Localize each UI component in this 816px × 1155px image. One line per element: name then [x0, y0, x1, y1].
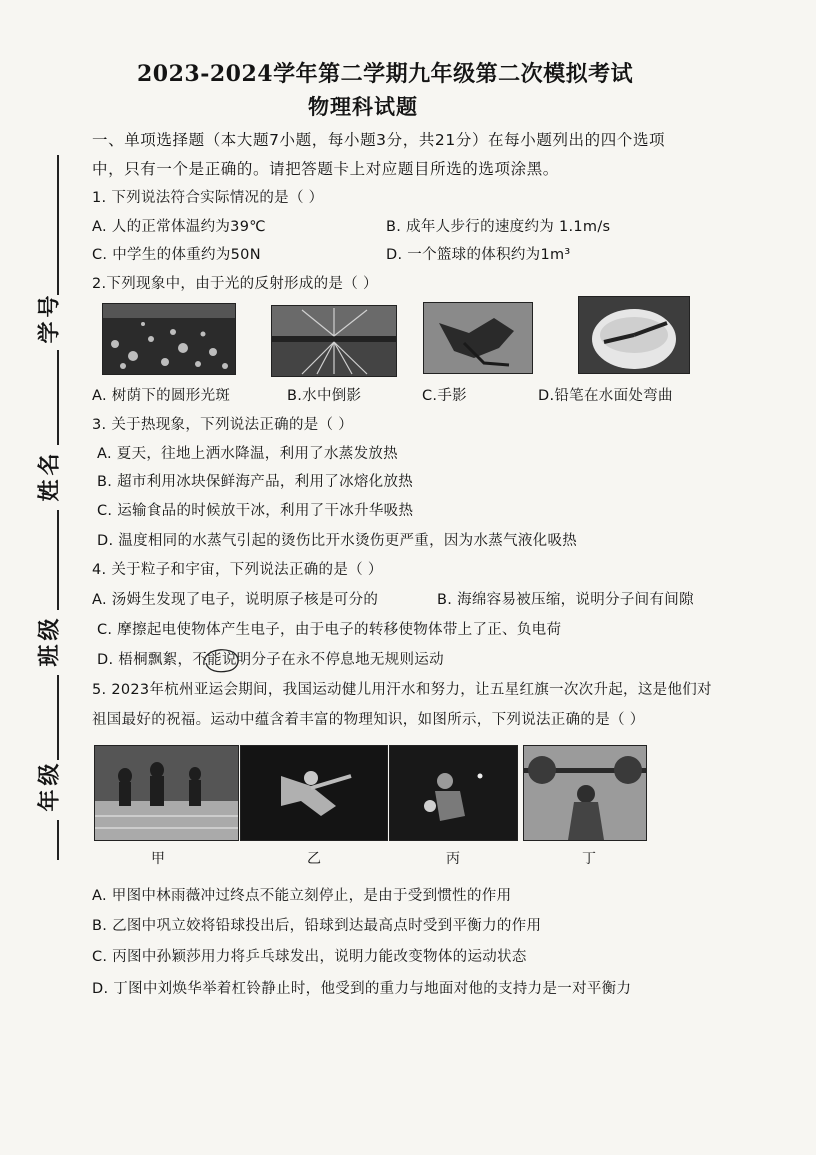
side-line-5 — [57, 820, 59, 860]
q5-option-c: C. 丙图中孙颖莎用力将乒乓球发出，说明力能改变物体的运动状态 — [92, 949, 527, 965]
q1-option-d: D. 一个篮球的体积约为1m³ — [386, 247, 571, 263]
side-line-3 — [57, 510, 59, 610]
side-label-xuehao: 学号 — [37, 291, 63, 344]
side-label-nianji: 年级 — [37, 759, 63, 812]
q5-option-d: D. 丁图中刘焕华举着杠铃静止时，他受到的重力与地面对他的支持力是一对平衡力 — [92, 981, 632, 997]
q2-option-b: B.水中倒影 — [287, 388, 362, 404]
handwritten-circle-mark — [198, 643, 248, 677]
q3-option-c: C. 运输食品的时候放干冰，利用了干冰升华吸热 — [97, 503, 414, 519]
q1-option-b: B. 成年人步行的速度约为 1.1m/s — [386, 219, 611, 235]
q5-caption-jia: 甲 — [151, 851, 165, 867]
q5-photo-bing-table-tennis — [389, 745, 518, 841]
q2-photo-pencil-in-water — [578, 296, 690, 374]
q4-option-b: B. 海绵容易被压缩，说明分子间有间隙 — [437, 592, 694, 608]
q2-photo-tree-shade — [102, 303, 236, 375]
q2-photo-water-reflection — [271, 305, 397, 377]
section-heading-line1: 一、单项选择题（本大题7小题，每小题3分，共21分）在每小题列出的四个选项 — [92, 131, 666, 149]
q3-stem: 3. 关于热现象，下列说法正确的是（ ） — [92, 417, 354, 433]
exam-subtitle: 物理科试题 — [308, 94, 418, 119]
q5-photo-ding-weightlifting — [523, 745, 647, 841]
q4-stem: 4. 关于粒子和宇宙，下列说法正确的是（ ） — [92, 562, 383, 578]
q2-photo-hand-shadow — [423, 302, 533, 374]
side-line-2 — [57, 350, 59, 445]
q2-option-c: C.手影 — [422, 388, 467, 404]
q4-option-a: A. 汤姆生发现了电子，说明原子核是可分的 — [92, 592, 379, 608]
q5-caption-yi: 乙 — [307, 851, 321, 867]
exam-title: 2023-2024学年第二学期九年级第二次模拟考试 — [137, 61, 634, 87]
q5-caption-ding: 丁 — [582, 851, 596, 867]
side-line-4 — [57, 675, 59, 760]
q5-caption-bing: 丙 — [446, 851, 460, 867]
q4-option-c: C. 摩擦起电使物体产生电子，由于电子的转移使物体带上了正、负电荷 — [97, 622, 562, 638]
q2-stem: 2.下列现象中，由于光的反射形成的是（ ） — [92, 276, 378, 292]
side-line-1 — [57, 155, 59, 295]
q2-option-a: A. 树荫下的圆形光斑 — [92, 388, 231, 404]
q1-option-c: C. 中学生的体重约为50N — [92, 247, 261, 263]
q3-option-d: D. 温度相同的水蒸气引起的烫伤比开水烫伤更严重，因为水蒸气液化吸热 — [97, 533, 578, 549]
q1-option-a: A. 人的正常体温约为39℃ — [92, 219, 266, 235]
q1-stem: 1. 下列说法符合实际情况的是（ ） — [92, 190, 324, 206]
side-label-xingming: 姓名 — [37, 449, 63, 502]
side-label-banji: 班级 — [37, 614, 63, 667]
q5-photo-yi-shot-put — [240, 745, 388, 841]
q2-option-d: D.铅笔在水面处弯曲 — [538, 388, 673, 404]
q3-option-a: A. 夏天，往地上洒水降温，利用了水蒸发放热 — [97, 446, 398, 462]
section-heading-line2: 中，只有一个是正确的。请把答题卡上对应题目所选的选项涂黑。 — [92, 160, 559, 178]
q5-option-a: A. 甲图中林雨薇冲过终点不能立刻停止，是由于受到惯性的作用 — [92, 888, 512, 904]
q3-option-b: B. 超市利用冰块保鲜海产品，利用了冰熔化放热 — [97, 474, 414, 490]
q5-stem-line1: 5. 2023年杭州亚运会期间，我国运动健儿用汗水和努力，让五星红旗一次次升起，这是他们对 — [92, 682, 712, 698]
q5-option-b: B. 乙图中巩立姣将铅球投出后，铅球到达最高点时受到平衡力的作用 — [92, 918, 542, 934]
q5-photo-jia-runners — [94, 745, 239, 841]
q4-option-d: D. 梧桐飘絮，不能说明分子在永不停息地无规则运动 — [97, 652, 444, 668]
q5-stem-line2: 祖国最好的祝福。运动中蕴含着丰富的物理知识，如图所示，下列说法正确的是（ ） — [92, 712, 645, 728]
